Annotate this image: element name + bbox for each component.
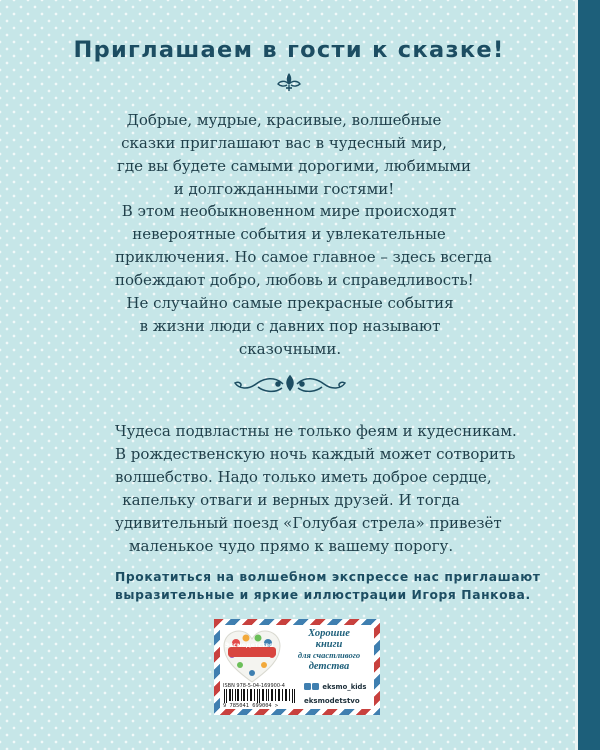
text-line: маленькое чудо прямо к вашему порогу.	[128, 537, 454, 555]
text-line: побеждают добро, любовь и справедливость!	[115, 271, 474, 289]
text-line: приключения. Но самое главное – здесь всегда	[115, 248, 493, 266]
slogan-line: Хорошие	[308, 628, 350, 639]
publisher-slogan	[284, 628, 374, 672]
story-paragraph	[115, 420, 517, 558]
intro-paragraph-2	[115, 200, 493, 292]
eksmodetstvo-heart-logo	[222, 629, 282, 685]
spine-stripe	[578, 0, 600, 750]
intro-paragraph-3	[123, 292, 457, 361]
vk-icon	[304, 683, 311, 690]
text-line: Чудеса подвластны не только феям и кудесникам.	[115, 422, 517, 440]
logo-label: Эксмодетство	[224, 642, 274, 649]
text-line: Добрые, мудрые, красивые, волшебные	[126, 111, 442, 129]
cover-title: Приглашаем в гости к сказке!	[73, 37, 505, 63]
text-line: Прокатиться на волшебном экспрессе нас приглашают	[115, 570, 541, 584]
social-handle: eksmo_kids	[322, 683, 367, 691]
text-line: сказочными.	[238, 340, 342, 358]
slogan-line: детства	[308, 661, 350, 672]
text-line: волшебство. Надо только иметь доброе сердце,	[115, 468, 492, 486]
illustrator-note	[115, 568, 541, 604]
text-line: удивительный поезд «Голубая стрела» привезёт	[115, 514, 502, 532]
text-line: капельку отваги и верных друзей. И тогда	[122, 491, 460, 509]
text-line: В рождественскую ночь каждый может сотворить	[115, 445, 516, 463]
isbn-text: ISBN 978-5-04-169900-4	[223, 683, 285, 689]
text-line: в жизни люди с давних пор называют	[139, 317, 441, 335]
telegram-icon	[312, 683, 319, 690]
slogan-line: книги	[315, 639, 343, 650]
text-line: выразительные и яркие иллюстрации Игоря Панкова.	[115, 588, 531, 602]
barcode-icon	[223, 689, 297, 703]
publisher-website: eksmodetstvo	[304, 697, 360, 705]
barcode-number: 9 785041 699004 >	[223, 703, 279, 709]
flourish-divider-icon	[230, 372, 350, 396]
slogan-line: для счастливого	[297, 650, 361, 660]
text-line: и долгожданными гостями!	[173, 180, 395, 198]
text-line: В этом необыкновенном мире происходят	[121, 202, 457, 220]
text-line: сказки приглашают вас в чудесный мир,	[121, 134, 447, 152]
fleur-ornament-icon	[276, 72, 302, 92]
text-line: невероятные события и увлекательные	[132, 225, 446, 243]
intro-paragraph-1	[117, 109, 472, 201]
publisher-card	[214, 619, 380, 715]
social-row	[304, 683, 366, 691]
text-line: где вы будете самыми дорогими, любимыми	[117, 157, 472, 175]
text-line: Не случайно самые прекрасные события	[126, 294, 454, 312]
